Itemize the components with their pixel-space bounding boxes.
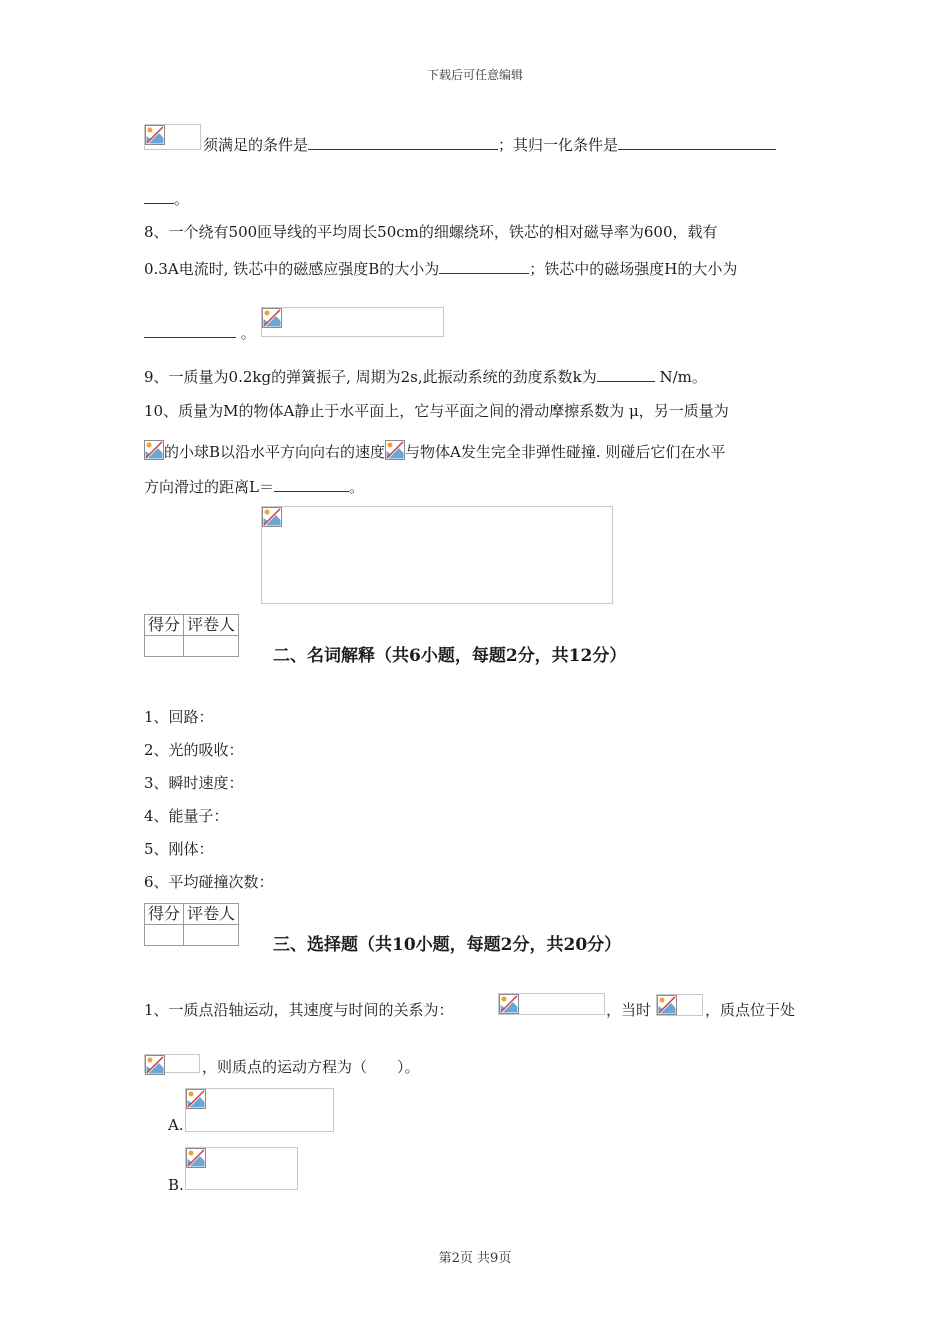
score-table xyxy=(144,614,239,657)
q10-text-c: 方向滑过的距离L＝ xyxy=(144,478,274,496)
q8-line-2 xyxy=(144,259,737,279)
answer-blank[interactable] xyxy=(274,477,349,492)
grader-header: 评卷人 xyxy=(184,615,239,636)
answer-blank[interactable] xyxy=(308,135,498,150)
q10-text-d: 。 xyxy=(348,478,364,496)
q7-text-c: 。 xyxy=(174,190,190,208)
q8-text-a: 0.3A电流时, 铁芯中的磁感应强度B的大小为 xyxy=(144,260,440,278)
broken-image-icon xyxy=(145,1055,165,1075)
q10-line-3 xyxy=(144,477,364,497)
answer-blank[interactable] xyxy=(439,259,529,274)
broken-image-icon xyxy=(186,1089,206,1109)
figure-image xyxy=(261,506,613,604)
formula-image xyxy=(144,440,164,460)
term-item: 6、平均碰撞次数： xyxy=(144,873,274,891)
score-cell[interactable] xyxy=(145,636,184,657)
q7-text-b: ；其归一化条件是 xyxy=(498,136,619,154)
term-item: 3、瞬时速度： xyxy=(144,774,244,792)
mc-q1-text-b: ，当时 xyxy=(606,1001,652,1019)
q8-text-end: 。 xyxy=(240,324,256,342)
page-header: 下载后可任意编辑 xyxy=(426,68,523,82)
formula-image xyxy=(656,994,703,1016)
q10-text-b: 与物体A发生完全非弹性碰撞. 则碰后它们在水平 xyxy=(405,443,726,461)
broken-image-icon xyxy=(145,125,165,145)
term-item: 4、能量子： xyxy=(144,807,229,825)
option-b-image[interactable] xyxy=(185,1147,298,1190)
broken-image-icon xyxy=(144,440,164,460)
term-item: 1、回路： xyxy=(144,708,214,726)
mc-q1-text-c: ，质点位于处 xyxy=(705,1001,796,1019)
option-a-label[interactable]: A. xyxy=(168,1116,184,1134)
mc-q1-text-a: 1、一质点沿轴运动，其速度与时间的关系为： xyxy=(144,1001,454,1019)
option-a-image[interactable] xyxy=(185,1088,334,1132)
formula-image xyxy=(144,1054,200,1073)
page-footer: 第2页 共9页 xyxy=(438,1251,512,1266)
section-2-title: 二、名词解释（共6小题，每题2分，共12分） xyxy=(273,646,627,666)
q7-text-a: 须满足的条件是 xyxy=(203,136,309,154)
q10-line-1: 10、质量为M的物体A静止于水平面上，它与平面之间的滑动摩擦系数为 μ，另一质量为 xyxy=(144,402,729,420)
q8-line-3 xyxy=(144,323,256,343)
q10-text-a: 的小球B以沿水平方向向右的速度 xyxy=(164,443,386,461)
grader-cell[interactable] xyxy=(184,925,239,946)
grader-cell[interactable] xyxy=(184,636,239,657)
formula-image xyxy=(144,124,201,150)
broken-image-icon xyxy=(385,440,405,460)
score-cell[interactable] xyxy=(145,925,184,946)
score-table xyxy=(144,903,239,946)
broken-image-icon xyxy=(262,507,282,527)
q8-text-b: ；铁芯中的磁场强度H的大小为 xyxy=(529,260,738,278)
grader-header: 评卷人 xyxy=(184,904,239,925)
broken-image-icon xyxy=(657,995,677,1015)
broken-image-icon xyxy=(262,308,282,328)
formula-image xyxy=(261,307,444,337)
option-b-label[interactable]: B. xyxy=(168,1176,184,1194)
q9-text-b: N/m。 xyxy=(654,368,707,386)
formula-image xyxy=(498,993,605,1015)
answer-blank[interactable] xyxy=(618,135,776,150)
answer-blank[interactable] xyxy=(144,189,174,204)
formula-image xyxy=(385,440,405,460)
score-header: 得分 xyxy=(145,904,184,925)
q9-text-a: 9、一质量为0.2kg的弹簧振子, 周期为2s,此振动系统的劲度系数k为 xyxy=(144,368,597,386)
q7-continuation xyxy=(144,189,189,209)
q8-line-1: 8、一个绕有500匝导线的平均周长50cm的细螺绕环，铁芯的相对磁导率为600，载有 xyxy=(144,223,718,241)
broken-image-icon xyxy=(499,994,519,1014)
broken-image-icon xyxy=(186,1148,206,1168)
term-item: 5、刚体： xyxy=(144,840,214,858)
mc-q1-line-2: ，则质点的运动方程为（ ）。 xyxy=(202,1058,420,1076)
q9-line xyxy=(144,367,707,387)
term-item: 2、光的吸收： xyxy=(144,741,244,759)
score-header: 得分 xyxy=(145,615,184,636)
section-3-title: 三、选择题（共10小题，每题2分，共20分） xyxy=(273,935,622,955)
q7-condition-line xyxy=(203,135,776,155)
answer-blank[interactable] xyxy=(144,323,236,338)
q10-line-2 xyxy=(144,440,725,462)
answer-blank[interactable] xyxy=(597,367,655,382)
